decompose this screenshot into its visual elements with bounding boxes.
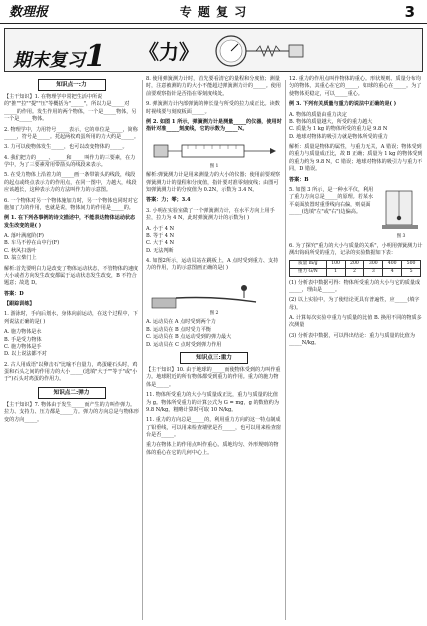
key-knowledge-8: 8. 使用弹簧测力计时，首先要看清它的量程和分度值；测量时，注意被测的力的大小不能超过弹簧测力计的_____。使用前要观察指针是否指在零刻度线处。 <box>146 76 281 97</box>
section-heading-force: 知识点一:力 <box>38 79 106 91</box>
newspaper-brand: 数理报 <box>9 5 49 20</box>
practice-3-question: 3. 小明在实验室做了一个弹簧测力计，在水平方向上用手拉，拉力为 4 N，此时弹簧测力计的示数为( ) <box>146 207 275 222</box>
practice-6-part-2: (2) 以上实验中，为了使结论更具有普遍性，应_____(填字母)。 <box>289 297 420 311</box>
figure-2-caption: 图 2 <box>209 310 219 316</box>
figure-1-caption: 图 1 <box>209 163 219 169</box>
practice-6-part-3: (3) 分析表中数据，可以得出结论：重力与质量的比值为_____N/kg。 <box>289 332 415 347</box>
column-divider <box>285 80 286 620</box>
table-row <box>290 268 421 276</box>
key-knowledge-4: 4. 我们把力的_____、_____和_____叫作力的三要素，在力学中，为了三要素常用带箭头的线段来表示。 <box>4 154 136 169</box>
example-1-question: 例 1. 在下列各事例的诗文描述中，不能表达物体运动状态发生改变的是( ) <box>4 215 136 229</box>
example-3-question: 例 3. 下列有关质量与重力的说法中正确的是( ) <box>289 101 397 108</box>
option: B. 物体的质量越大，所受的重力越大 <box>289 118 373 125</box>
option: C. 运动员在 B 点运动受到的弹力最大 <box>146 334 232 341</box>
key-knowledge-13: 重力在物体上的作用点叫作重心。质地均匀、外形规则的物体的重心在它的几何中心上。 <box>146 442 279 456</box>
figure-2-diving-board <box>146 276 282 310</box>
option: A. 小于 4 N <box>146 225 175 232</box>
option: A. 施力物体是水 <box>4 329 42 336</box>
key-knowledge-14: 12. 重力的作用点叫作物体的重心。形状规则、质量分布均匀的物体，其重心在它的_____，如球的重心在_____。为了使物体更稳定，可以_____重心。 <box>289 76 422 97</box>
example-3-solution: 解析：质量是物体的属性，与重力无关，A 错误；物体受到的重力与质量成正比，故 B 正确；质量为 1 kg 的物体受到的重力约为 9.8 N，C 错误；地球对物体的吸引力与重力不同，D 错误。 <box>289 144 423 173</box>
option: C. 质量为 1 kg 的物体所受的重力是 9.8 N <box>289 126 388 133</box>
column-divider <box>142 80 143 620</box>
table-cell: 2 <box>345 268 364 276</box>
practice-5-row <box>289 187 423 243</box>
figure-3-container <box>380 187 422 243</box>
option: D. 运动员在 C 点时受到弹力作用 <box>146 341 222 348</box>
option: A. 物体的质量由重力决定 <box>289 111 347 118</box>
option: D. 以上说法都不对 <box>4 351 47 358</box>
example-2-question: 例 2. 如图 1 所示，弹簧测力计是测量_____的仪器，使用时指针对准_____刻度线，它的示数为_____N。 <box>146 118 282 133</box>
data-table <box>289 260 421 276</box>
practice-4-options <box>146 319 282 349</box>
key-knowledge-11: 11. 物体所受重力的大小与质量成正比，重力与质量的比值为 g。物体所受重力的计算公式为 G = mg，g 的数值约为 9.8 N/kg，粗略计算时可取 10 N/kg。 <box>146 392 279 413</box>
table-cell: 500 <box>402 261 421 269</box>
banner-number: 1 <box>85 39 106 74</box>
banner-topic: 《力》 <box>139 40 199 64</box>
practice-1-options <box>4 329 139 359</box>
example-1-answer: 答案：D <box>4 290 24 297</box>
table-cell: 质量 m/g <box>290 261 327 269</box>
option: D. 无法判断 <box>146 247 174 254</box>
section-heading-gravity: 知识点三:重力 <box>180 352 248 364</box>
table-cell: 200 <box>345 261 364 269</box>
practice-1-question: 1. 游泳时，手向后划水，身体向前运动，在这个过程中，下列说法正确的是( ) <box>4 311 138 325</box>
option: C. 施力物体是手 <box>4 343 42 350</box>
column-3 <box>289 76 423 351</box>
key-knowledge-7: 【主干知识】7. 物体由于发生_____而产生的力叫作弹力。拉力、支持力、压力都是_____力。弹力的方向总是与物体形变的方向_____。 <box>4 401 139 423</box>
figure-3-caption: 图 3 <box>396 233 406 239</box>
figure-1-spring-scale <box>146 137 282 163</box>
option: B. 等于 4 N <box>146 232 175 239</box>
example-1-solution: 解析:首先要明白力是改变了物体运动状态，不管物体的速度大小或者方向发生改变都属于运动状态发生改变，B 不符合题意；故选 D。 <box>4 265 139 287</box>
column-2 <box>146 76 282 460</box>
practice-6-question: 6. 为了探究"重力的大小与质量的关系"，小明用弹簧测力计测出钩码所受的重力，记录的实验数据如下表： <box>289 242 423 256</box>
option: A. 运动员在 A 点时受到两个力 <box>146 319 216 326</box>
key-knowledge-1: 【主干知识】1. 在物理学中常把生活中所说的"推""拉""提""压"等概括为"_____"，所以力是_____对_____的作用。发生作用的两个物体，一个是_____物体，另一个是_____物体。 <box>4 94 137 123</box>
option: B. 车马不停在山中行(F) <box>4 240 60 247</box>
section-heading-elastic-force: 知识点二:弹力 <box>38 387 106 399</box>
practice-6-part-1: (1) 分析表中数据可得：物体所受重力的大小与它的质量成_____，理由是_____。 <box>289 279 421 293</box>
banner-title-text: 期末复习 <box>13 50 85 71</box>
spring-scale-illustration <box>201 31 311 71</box>
chapter-banner <box>4 28 423 72</box>
page-number: 3 <box>404 3 415 21</box>
option: B. 运动员在 B 点时受力平衡 <box>146 326 211 333</box>
example-3-answer: 答案：B <box>289 176 309 183</box>
example-2-answer: 答案：力；零；3.4 <box>146 197 191 204</box>
practice-heading: 【跟踪训练】 <box>4 301 35 308</box>
table-row <box>290 261 421 269</box>
practice-4-question: 4. 如图2所示，运动员站在跳板上，A 点时受到重力、支持力的作用，力的示意图画正确的是( ) <box>146 258 279 272</box>
key-knowledge-2: 2. 物理学中，力用符号_____表示，它的单位是_____，简称_____，符号是_____。托起两枚鸡蛋所用的力大约是_____。 <box>4 126 139 140</box>
practice-6-part-2-options: A. 计算每次实验中重力与质量的比值 B. 换用不同的物质多次测量 <box>289 315 422 329</box>
example-1-options <box>4 233 139 263</box>
key-knowledge-5: 5. 在受力物体上沿着力的_____画一条带箭头的线段，线段的起点或终点表示力的作用点，在同一图中，力越大，线段应该越长，这种表示力的方法叫作力的示意图。 <box>4 172 137 194</box>
option: C. 大于 4 N <box>146 240 175 247</box>
table-cell: 300 <box>364 261 383 269</box>
page-header <box>0 0 427 24</box>
table-cell: 5 <box>402 268 421 276</box>
example-3-options <box>289 112 423 142</box>
figure-3-level-instrument <box>380 187 422 233</box>
key-knowledge-9: 9. 弹簧测力计内部弹簧的伸长量与所受的拉力成正比。读数时视线要与刻度板面_____。 <box>146 101 280 115</box>
banner-title <box>13 35 106 79</box>
special-topic-title: 专 题 复 习 <box>179 5 248 19</box>
option: D. 地球对物体的吸引力就是物体所受的重力 <box>289 133 388 140</box>
key-knowledge-10: 【主干知识】10. 由于地球的_____而使物体受到的力叫作重力。地球附近的所有物体都受到重力的作用。重力的施力物体是_____。 <box>146 367 281 388</box>
practice-2-question: 2. 古人用成语"以卵击石"比喻不自量力，鸡蛋碰石头时，鸡蛋和石头之间的作用力的大小_____(选填"大于""等于"或"小于")石头对鸡蛋的作用力。 <box>4 361 138 383</box>
option: A. 落叶满庭阶(F) <box>4 233 44 240</box>
table-cell: 重力 G/N <box>290 268 327 276</box>
key-knowledge-12: 11. 重力的方向总是_____的，利用重力方向的这一特点制成了铅垂线，可以用来检查墙壁是否_____，也可以用来检查窗台是否_____。 <box>146 417 281 439</box>
option: B. 手是受力物体 <box>4 336 42 343</box>
option: D. 翁立柴门上 <box>4 255 37 262</box>
table-cell: 100 <box>326 261 345 269</box>
practice-5-question: 5. 如图 3 所示，是一种水平仪，利用了重力方向总是_____的原理。若某水平桌面放置时重垂线向右偏，则桌面_____(选填"左"或"右")边偏高。 <box>289 186 374 215</box>
table-cell: 4 <box>383 268 402 276</box>
column-1 <box>4 76 139 427</box>
table-cell: 3 <box>364 268 383 276</box>
table-cell: 400 <box>383 261 402 269</box>
option: C. 秋风扫落叶 <box>4 247 37 254</box>
key-knowledge-6: 6. 一个物体对另一个物体施加力时，另一个物体也同时对它施加了力的作用，也就是说，物体间力的作用是_____的。 <box>4 197 138 211</box>
practice-3-options <box>146 226 282 256</box>
key-knowledge-3: 3. 力可以使物体发生_____，也可以改变物体的_____。 <box>4 144 128 151</box>
table-cell: 1 <box>326 268 345 276</box>
example-2-solution: 解析:弹簧测力计是用来测量力的大小的仪器；使用前要观察弹簧测力计的量程和分度值，指针要对准零刻度线；由图可知弹簧测力计的分度值为 0.2N，示数为 3.4 N。 <box>146 172 281 194</box>
